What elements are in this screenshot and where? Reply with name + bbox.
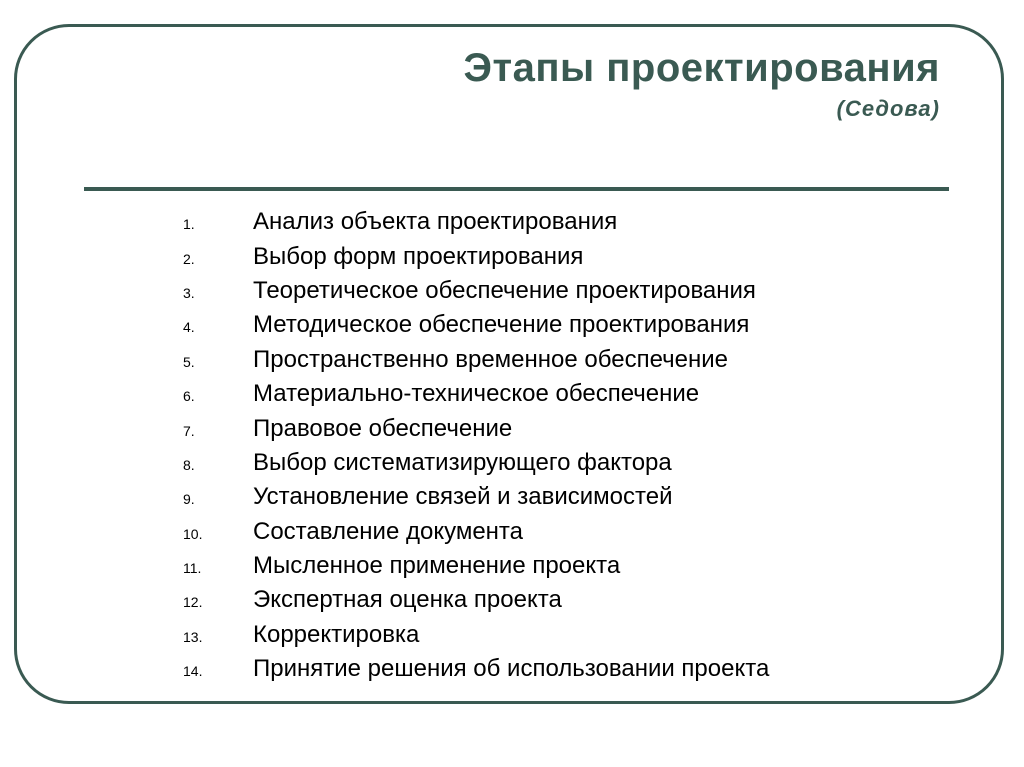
list-item: [183, 239, 769, 273]
item-number: 14.: [183, 663, 203, 680]
item-number: 5.: [183, 353, 195, 370]
item-number: 4.: [183, 319, 195, 336]
list-item: [183, 343, 769, 377]
list-item: [183, 274, 769, 308]
item-text: Установление связей и зависимостей: [253, 483, 673, 511]
item-number: 9.: [183, 491, 195, 508]
item-number: 13.: [183, 628, 203, 645]
stages-list: [183, 205, 769, 686]
list-item: [183, 377, 769, 411]
slide-title: Этапы проектирования: [463, 46, 940, 90]
item-number: 2.: [183, 250, 195, 267]
item-number: 1.: [183, 216, 195, 233]
list-item: [183, 583, 769, 617]
item-text: Корректировка: [253, 620, 420, 648]
list-item: [183, 652, 769, 686]
list-item: [183, 308, 769, 342]
item-text: Материально-техническое обеспечение: [253, 380, 700, 408]
item-text: Правовое обеспечение: [253, 414, 513, 442]
item-number: 12.: [183, 594, 203, 611]
list-item: [183, 480, 769, 514]
item-text: Выбор систематизирующего фактора: [253, 448, 672, 476]
item-text: Составление документа: [253, 517, 523, 545]
list-item: [183, 411, 769, 445]
item-number: 3.: [183, 284, 195, 301]
list-item: [183, 549, 769, 583]
item-number: 6.: [183, 388, 195, 405]
item-text: Методическое обеспечение проектирования: [253, 311, 750, 339]
item-text: Принятие решения об использовании проекта: [253, 655, 770, 683]
item-number: 11.: [183, 560, 202, 577]
list-item: [183, 446, 769, 480]
item-text: Экспертная оценка проекта: [253, 586, 562, 614]
list-item: [183, 205, 769, 239]
item-text: Выбор форм проектирования: [253, 242, 584, 270]
slide-subtitle: (Седова): [836, 96, 940, 121]
item-number: 8.: [183, 456, 195, 473]
list-item: [183, 515, 769, 549]
item-number: 7.: [183, 422, 195, 439]
item-text: Пространственно временное обеспечение: [253, 345, 728, 373]
title-divider: [84, 187, 949, 191]
item-text: Теоретическое обеспечение проектирования: [253, 276, 756, 304]
list-item: [183, 618, 769, 652]
item-number: 10.: [183, 525, 203, 542]
item-text: Анализ объекта проектирования: [253, 208, 618, 236]
item-text: Мысленное применение проекта: [253, 552, 621, 580]
